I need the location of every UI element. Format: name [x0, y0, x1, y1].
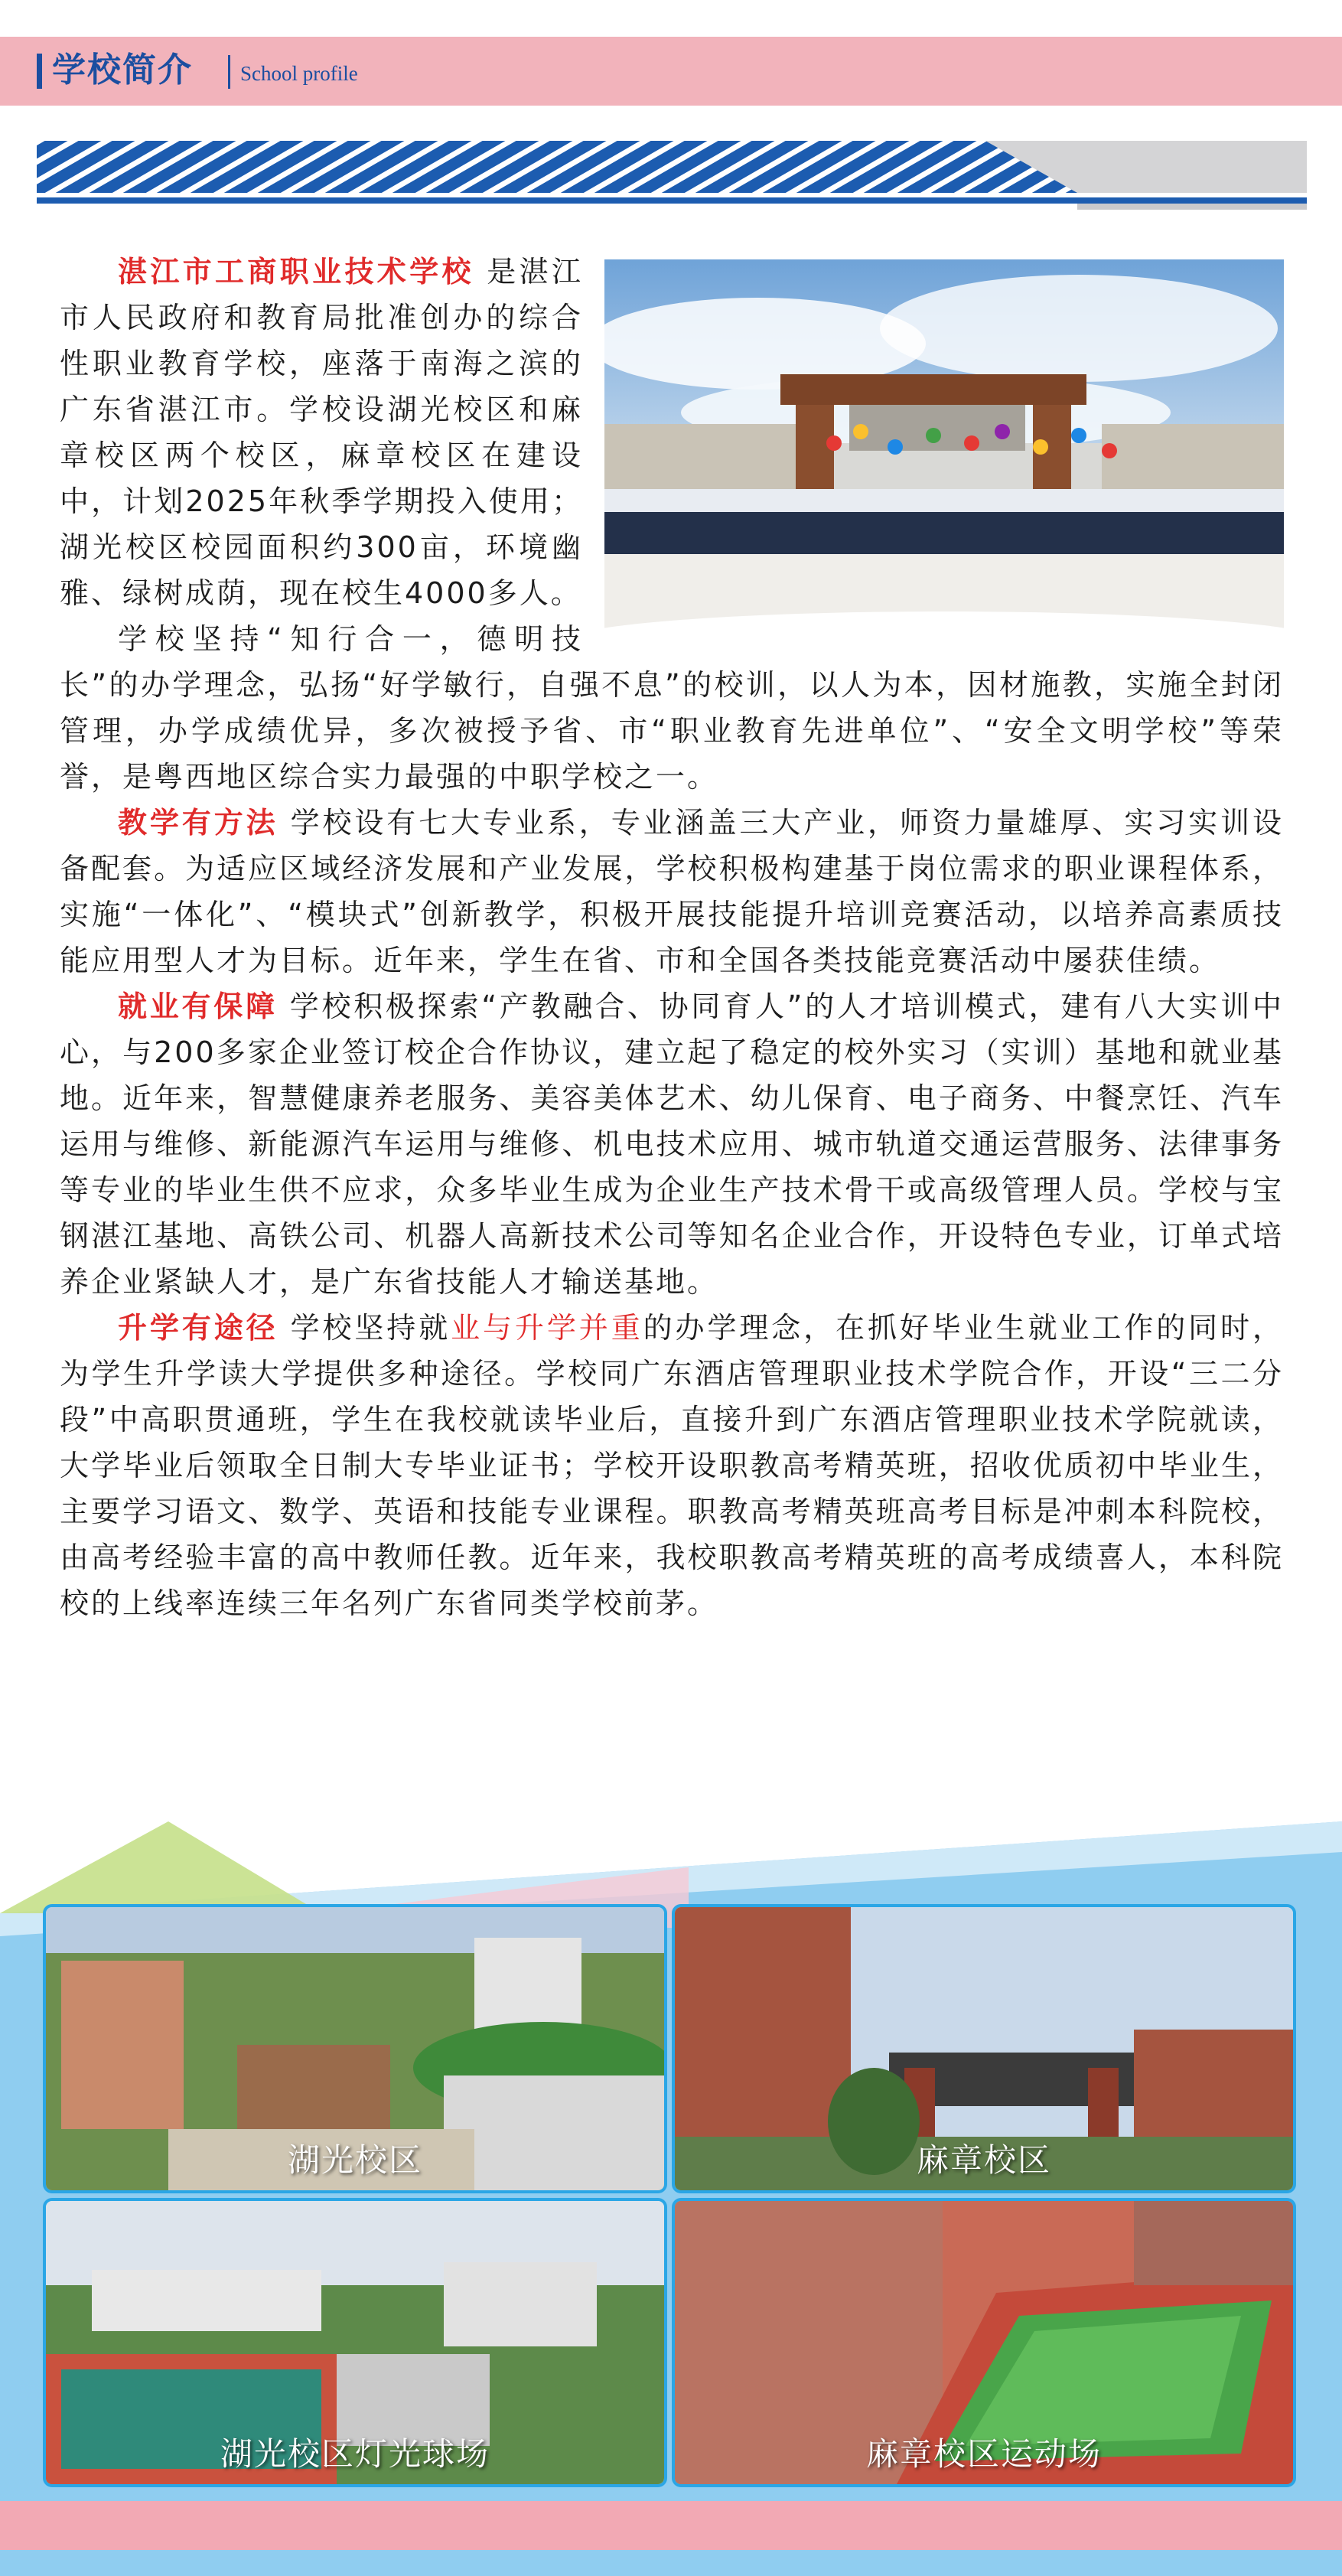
teaching-text: 学校设有七大专业系，专业涵盖三大产业，师资力量雄厚、实习实训设备配套。为适应区域经济发展和产业发展，学校积极构建基于岗位需求的职业课程体系，实施“一体化”、“模块式”创新教学，积极开展技能提升培训竞赛活动，以培养高素质技能应用型人才为目标。近年来，学生在省、市和全国各类技能竞赛活动中屡获佳绩。 [60, 806, 1284, 977]
photo-mazhang-campus [672, 1904, 1296, 2193]
intro-text: 是湛江市人民政府和教育局批准创办的综合性职业教育学校，座落于南海之滨的广东省湛江市。学校设湖光校区和麻章校区两个校区，麻章校区在建设中，计划2025年秋季学期投入使用；湖光校区校园面积约300亩，环境幽雅、绿树成荫，现在校生4000多人。 [60, 255, 583, 610]
further-study-paragraph [60, 1305, 1284, 1626]
further-study-heading: 升学有途径 [118, 1311, 278, 1345]
photo-caption: 湖光校区 [287, 2141, 422, 2179]
section-subtitle: School profile [240, 62, 358, 85]
philosophy-paragraph: 学校坚持“知行合一，德明技长”的办学理念，弘扬“好学敏行，自强不息”的校训，以人为本，因材施教，实施全封闭管理，办学成绩优异，多次被授予省、市“职业教育先进单位”、“安全文明学校”等荣誉，是粤西地区综合实力最强的中职学校之一。 [60, 622, 1284, 794]
school-name: 湛江市工商职业技术学校 [118, 255, 474, 289]
photo-caption: 麻章校区 [916, 2141, 1051, 2179]
photo-caption: 麻章校区运动场 [865, 2435, 1102, 2473]
section-header [0, 37, 1342, 106]
photo-caption: 湖光校区灯光球场 [220, 2435, 490, 2473]
teaching-heading: 教学有方法 [118, 806, 278, 840]
stripe-banner [37, 139, 1307, 213]
teaching-paragraph [60, 800, 1284, 983]
article-body [60, 249, 1284, 1626]
further-study-highlight: 业与升学并重 [451, 1311, 643, 1345]
header-accent-bar [37, 54, 42, 89]
photo-huguang-court [43, 2198, 667, 2487]
photo-huguang-campus [43, 1904, 667, 2193]
footer-band [0, 2501, 1342, 2550]
employment-text: 学校积极探索“产教融合、协同育人”的人才培训模式，建有八大实训中心，与200多家企业签订校企合作协议，建立起了稳定的校外实习（实训）基地和就业基地。近年来，智慧健康养老服务、美容美体艺术、幼儿保育、电子商务、中餐烹饪、汽车运用与维修、新能源汽车运用与维修、机电技术应用、城市轨道交通运营服务、法律事务等专业的毕业生供不应求，众多毕业生成为企业生产技术骨干或高级管理人员。学校与宝钢湛江基地、高铁公司、机器人高新技术公司等知名企业合作，开设特色专业，订单式培养企业紧缺人才，是广东省技能人才输送基地。 [60, 990, 1284, 1299]
photo-mazhang-field [672, 2198, 1296, 2487]
further-study-text-after: 的办学理念，在抓好毕业生就业工作的同时，为学生升学读大学提供多种途径。学校同广东酒店管理职业技术学院合作，开设“三二分段”中高职贯通班，学生在我校就读毕业后，直接升到广东酒店管理职业技术学院就读，大学毕业后领取全日制大专毕业证书；学校开设职教高考精英班，招收优质初中毕业生，主要学习语文、数学、英语和技能专业课程。职教高考精英班高考目标是冲刺本科院校，由高考经验丰富的高中教师任教。近年来，我校职教高考精英班的高考成绩喜人，本科院校的上线率连续三年名列广东省同类学校前茅。 [60, 1311, 1284, 1620]
campus-gate-photo [604, 259, 1284, 651]
further-study-text-before: 学校坚持就 [278, 1311, 451, 1345]
employment-paragraph [60, 983, 1284, 1305]
header-divider [228, 55, 230, 89]
employment-heading: 就业有保障 [118, 990, 278, 1023]
section-title: 学校简介 [52, 51, 193, 90]
